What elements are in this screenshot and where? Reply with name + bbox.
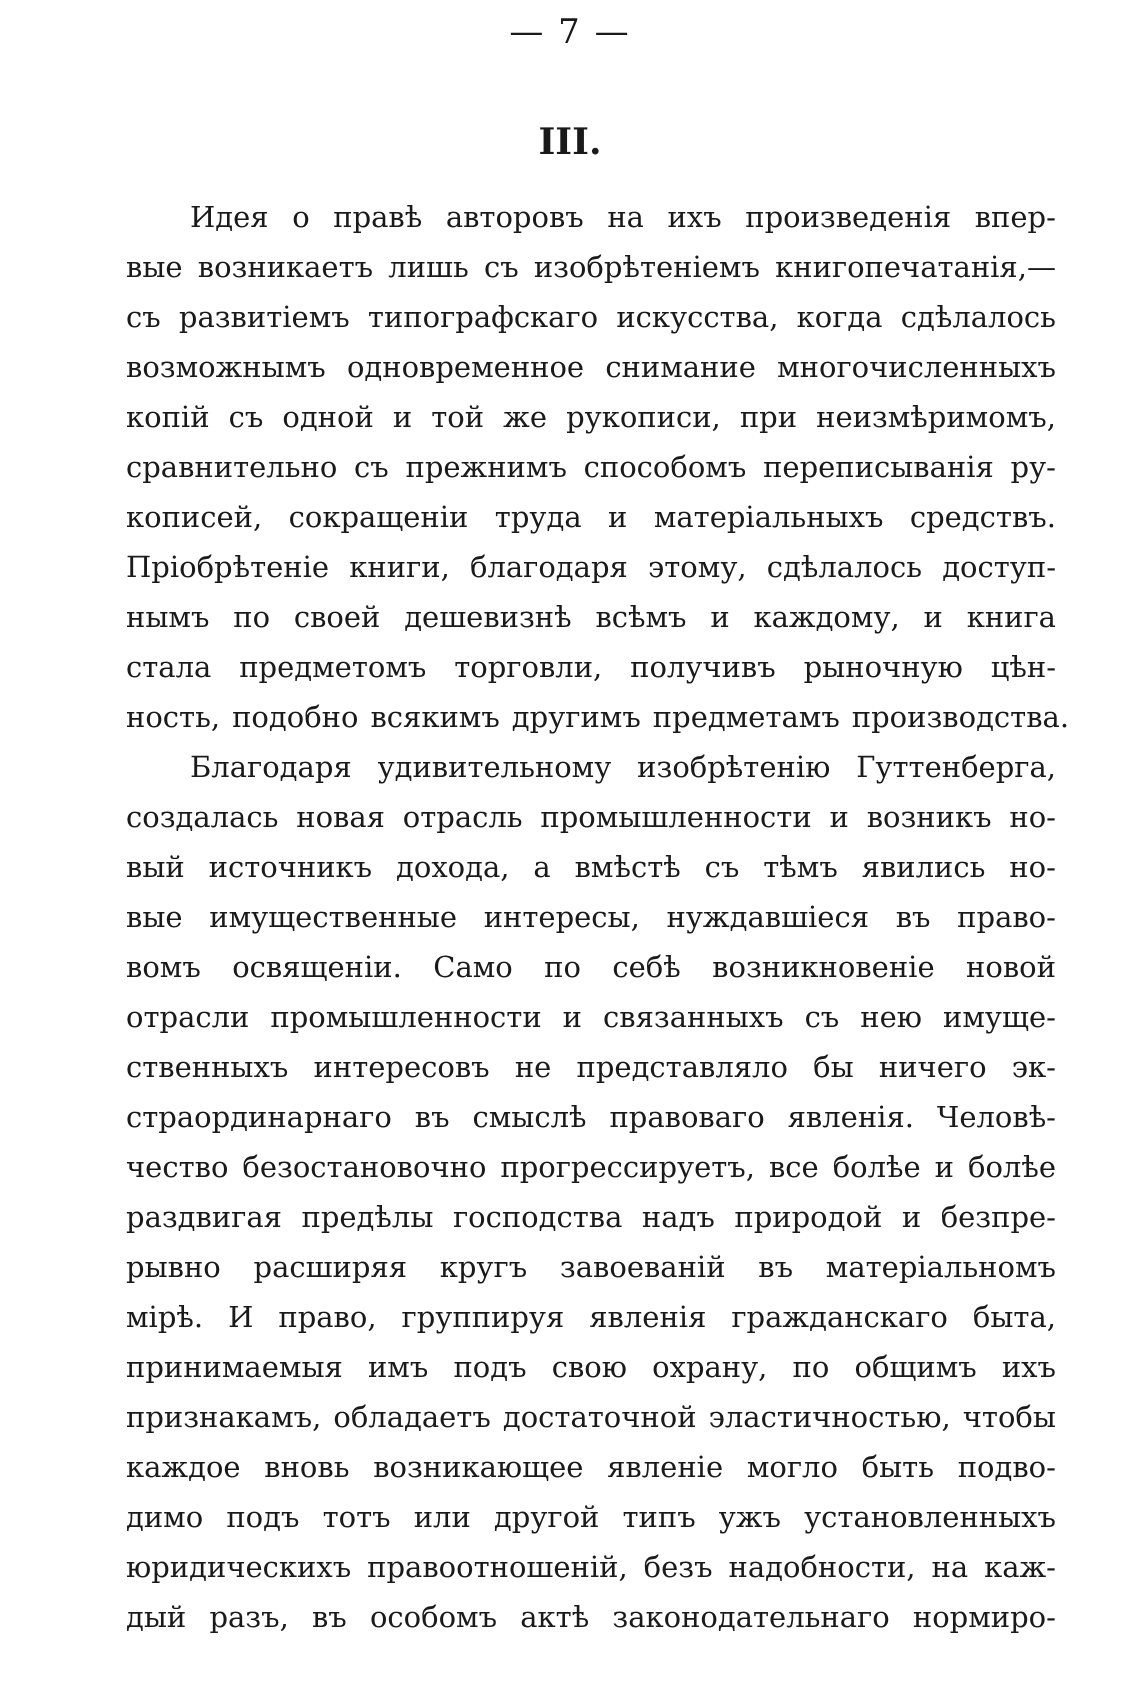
text-line: стала предметомъ торговли, получивъ рыночную цѣн- [126,650,1056,684]
text-line: нымъ по своей дешевизнѣ всѣмъ и каждому, и книга [126,600,1056,634]
text-line: юридическихъ правоотношеній, безъ надобности, на каж- [126,1550,1056,1584]
text-line: создалась новая отрасль промышленности и возникъ но- [126,800,1056,834]
section-title: III. [538,121,602,163]
text-line: вые имущественные интересы, нуждавшіеся въ право- [126,900,1056,934]
text-line: Идея о правѣ авторовъ на ихъ произведенія впер- [190,200,1056,234]
text-line: мірѣ. И право, группируя явленія гражданскаго быта, [126,1300,1056,1334]
text-line: Благодаря удивительному изобрѣтенію Гуттенберга, [190,750,1056,784]
text-line: копій съ одной и той же рукописи, при неизмѣримомъ, [126,400,1056,434]
text-line: рывно расширяя кругъ завоеваній въ матеріальномъ [126,1250,1056,1284]
text-line: отрасли промышленности и связанныхъ съ нею имуще- [126,1000,1056,1034]
text-line: раздвигая предѣлы господства надъ природой и безпре- [126,1200,1056,1234]
text-line: димо подъ тотъ или другой типъ ужъ установленныхъ [126,1500,1056,1534]
text-line: Пріобрѣтеніе книги, благодаря этому, сдѣлалось доступ- [126,550,1056,584]
text-line: вый источникъ дохода, а вмѣстѣ съ тѣмъ явились но- [126,850,1056,884]
body-text [126,192,1070,1642]
text-line: каждое вновь возникающее явленіе могло быть подво- [126,1450,1056,1484]
text-line: ность, подобно всякимъ другимъ предметамъ производства. [126,700,1070,734]
page-number: — 7 — [509,12,631,52]
text-line: чество безостановочно прогрессируетъ, все болѣе и болѣе [126,1150,1056,1184]
text-line: кописей, сокращеніи труда и матеріальныхъ средствъ. [126,500,1056,534]
text-line: сравнительно съ прежнимъ способомъ переписыванія ру- [126,450,1056,484]
text-line: вомъ освященіи. Само по себѣ возникновеніе новой [126,950,1056,984]
text-line: признакамъ, обладаетъ достаточной эластичностью, чтобы [126,1400,1056,1434]
text-line: принимаемыя имъ подъ свою охрану, по общимъ ихъ [126,1350,1056,1384]
text-line: дый разъ, въ особомъ актѣ законодательнаго нормиро- [126,1600,1056,1634]
text-line: ственныхъ интересовъ не представляло бы ничего эк- [126,1050,1056,1084]
text-line: съ развитіемъ типографскаго искусства, когда сдѣлалось [126,300,1056,334]
text-line: возможнымъ одновременное снимание многочисленныхъ [126,350,1056,384]
text-line: страординарнаго въ смыслѣ правоваго явленія. Человѣ- [126,1100,1056,1134]
text-line: вые возникаетъ лишь съ изобрѣтеніемъ книгопечатанія,— [126,250,1056,284]
